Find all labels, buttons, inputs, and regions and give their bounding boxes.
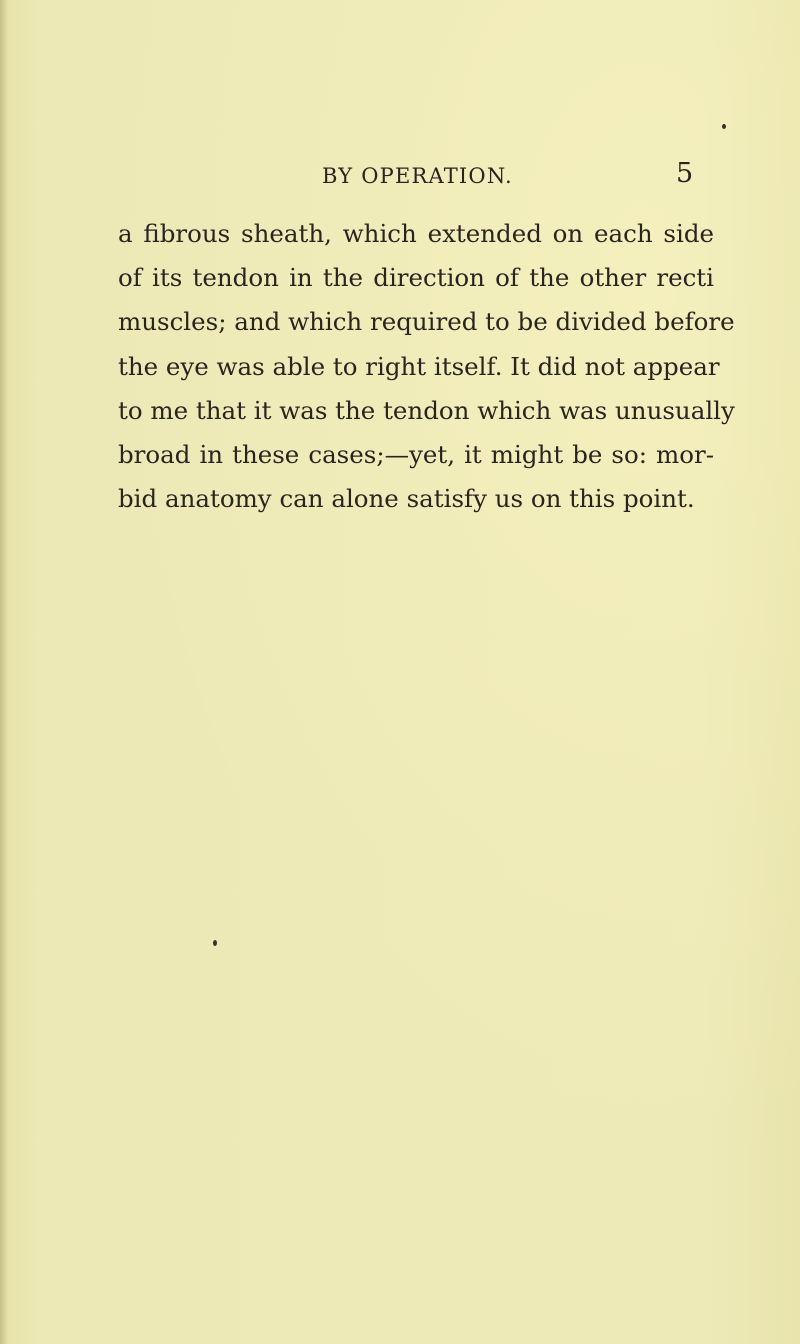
text-line: muscles; and which required to be divided before — [118, 307, 735, 337]
running-head — [0, 160, 800, 192]
text-line: to me that it was the tendon which was unusually — [118, 395, 735, 425]
running-title: BY OPERATION. — [322, 164, 513, 188]
text-line: broad in these cases;—yet, it might be so: mor- — [118, 439, 714, 469]
text-line: bid anatomy can alone satisfy us on this point. — [118, 484, 695, 514]
text-line: the eye was able to right itself. It did not appear — [118, 351, 720, 381]
text-line: a fibrous sheath, which extended on each side — [118, 219, 714, 248]
ink-speck — [722, 124, 726, 129]
ink-speck — [213, 940, 217, 946]
page-number: 5 — [676, 158, 694, 189]
body-paragraph — [118, 212, 735, 521]
page-gutter-shadow — [0, 0, 8, 1344]
text-line: of its tendon in the direction of the other recti — [118, 263, 714, 293]
